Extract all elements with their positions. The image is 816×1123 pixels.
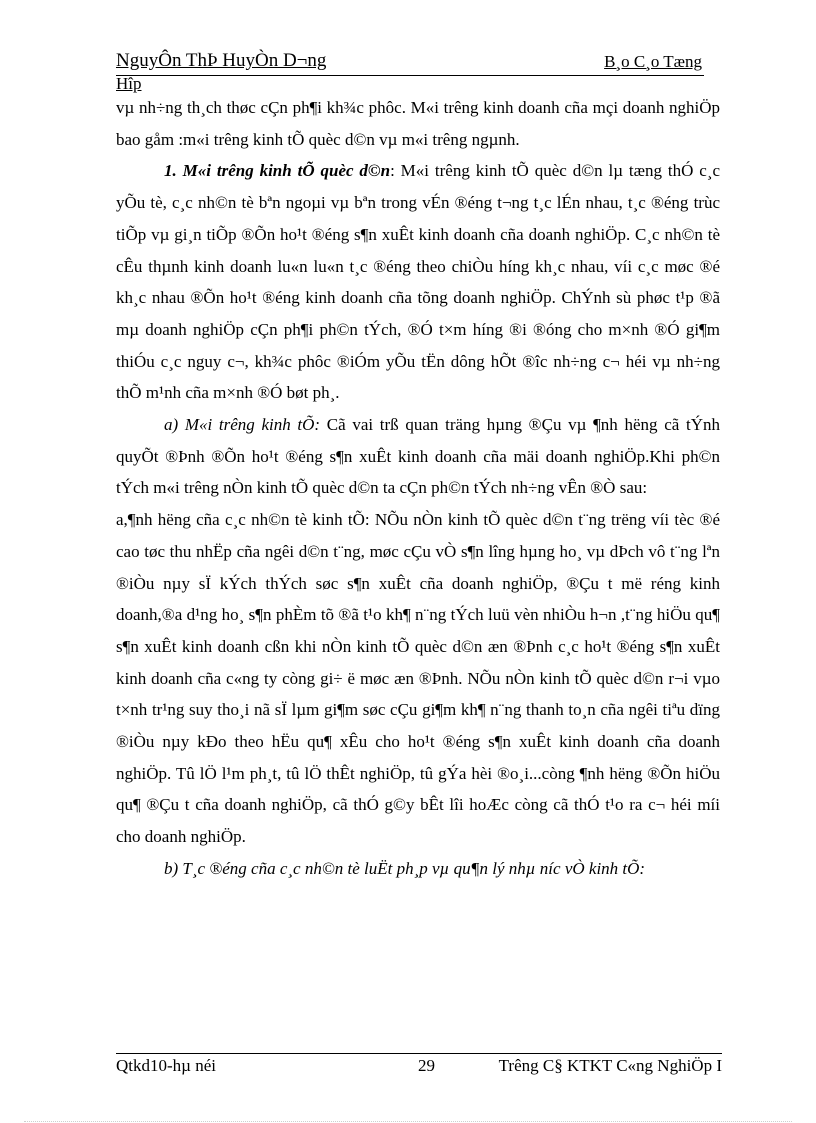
paragraph-3 (116, 409, 720, 504)
paragraph-2 (116, 155, 720, 409)
paragraph-1: vµ nh÷ng th¸ch thøc cÇn ph¶i kh¾c phôc. M«i trêng kinh doanh cña mçi doanh nghiÖp bao gåm :m«i trêng kinh tÕ quèc d©n vµ m«i trêng ngµnh. (116, 98, 720, 149)
page-number: 29 (418, 1056, 435, 1075)
header-doc-title-continuation: Hîp (116, 74, 142, 93)
subsection-heading-b: b) T¸c ®éng cña c¸c nh©n tè luËt ph¸p vµ qu¶n lý nhµ níc vÒ kinh tÕ: (164, 858, 646, 878)
page-header (116, 50, 704, 76)
footer-school-name: Trêng C§ KTKT C«ng NghiÖp I (498, 1056, 722, 1075)
document-body (116, 92, 720, 885)
footer-class-label: Qtkd10-hµ néi (116, 1056, 216, 1075)
paragraph-2-text: : M«i trêng kinh tÕ quèc d©n lµ tæng thÓ c¸c yÕu tè, c¸c nh©n tè bªn ngoµi vµ bªn trong vÉn ®éng t¬ng t¸c lÉn nhau, t¸c ®éng trùc tiÕp vµ gi¸n tiÕp ®Õn ho¹t ®éng s¶n xuÊt kinh doanh cña doanh nghiÖp. C¸c nh©n tè cÊu thµnh kinh doanh lu«n lu«n t¸c ®éng theo chiÒu híng kh¸c nhau, víi c¸c møc ®é kh¸c nhau ®Õn ho¹t ®éng kinh doanh cña tõng doanh nghiÖp. ChÝnh sù phøc t¹p ®ã mµ doanh nghiÖp cÇn ph¶i ph©n tÝch, ®Ó t×m híng ®i ®óng cho m×nh ®Ó gi¶m thiÓu c¸c nguy c¬, kh¾c phôc ®iÓm yÕu tËn dông hÕt ®îc nh÷ng c¬ héi vµ nh÷ng thÕ m¹nh cña m×nh ®Ó bøt ph¸. (116, 161, 720, 403)
page-bottom-divider (24, 1121, 792, 1122)
footer-divider (116, 1053, 722, 1054)
section-heading-1: 1. M«i trêng kinh tÕ quèc d©n (164, 161, 391, 181)
header-author: NguyÔn ThÞ HuyÒn D¬ng (116, 50, 327, 71)
subsection-heading-a: a) M«i trêng kinh tÕ: (164, 415, 321, 435)
header-doc-title: B¸o C¸o Tæng (604, 52, 702, 71)
paragraph-4: a,¶nh hëng cña c¸c nh©n tè kinh tÕ: NÕu nÒn kinh tÕ quèc d©n t¨ng trëng víi tèc ®é cao tøc thu nhËp cña ngêi d©n t¨ng, møc cÇu vÒ s¶n lîng hµng ho¸ vµ dÞch vô t¨ng lªn ®iÒu nµy sÏ kÝch thÝch søc s¶n xuÊt cña doanh nghiÖp, ®Çu t më réng kinh doanh,®a d¹ng ho¸ s¶n phÈm tõ ®ã t¹o kh¶ n¨ng tÝch luü vèn nhiÒu h¬n ,t¨ng hiÖu qu¶ s¶n xuÊt kinh doanh cßn khi nÒn kinh tÕ quèc d©n æn ®Þnh c¸c ho¹t ®éng s¶n xuÊt kinh doanh cña c«ng ty còng gi÷ ë møc æn ®Þnh. NÕu nÒn kinh tÕ quèc d©n r¬i vµo t×nh tr¹ng suy tho¸i nã sÏ lµm gi¶m søc cÇu gi¶m kh¶ n¨ng thanh to¸n cña ngêi tiªu dïng ®iÒu nµy kÐo theo hËu qu¶ xÊu cho ho¹t ®éng s¶n xuÊt kinh doanh cña doanh nghiÖp. Tû lÖ l¹m ph¸t, tû lÖ thÊt nghiÖp, tû gÝa hèi ®o¸i...còng ¶nh hëng ®Õn hiÖu qu¶ ®Çu t cña doanh nghiÖp, cã thÓ g©y bÊt lîi hoÆc còng cã thÓ t¹o ra c¬ héi míi cho doanh nghiÖp. (116, 510, 720, 847)
paragraph-3-text: Cã vai trß quan träng hµng ®Çu vµ ¶nh hëng cã tÝnh quyÕt ®Þnh ®Õn ho¹t ®éng s¶n xuÊt kinh doanh cña mäi doanh nghiÖp.Khi ph©n tÝch m«i trêng nÒn kinh tÕ quèc d©n ta cÇn ph©n tÝch nh÷ng vÊn ®Ò sau: (116, 415, 720, 498)
page-footer (116, 1056, 722, 1080)
